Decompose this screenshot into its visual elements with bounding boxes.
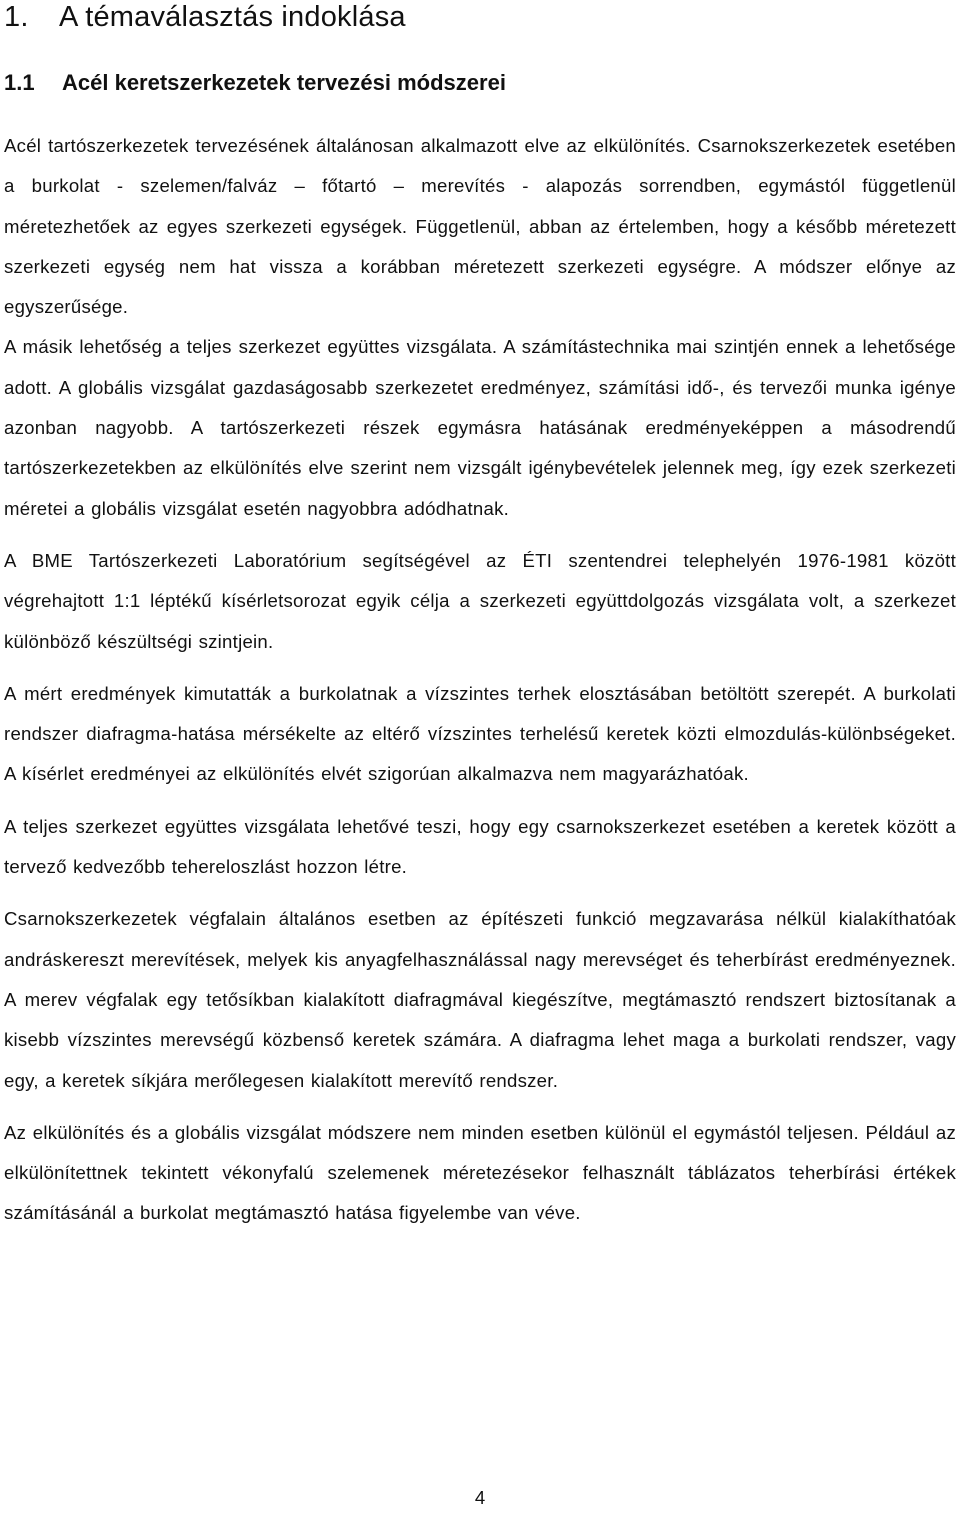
chapter-title: A témaválasztás indoklása xyxy=(59,1,406,33)
section-title: Acél keretszerkezetek tervezési módszerei xyxy=(62,70,506,95)
chapter-heading xyxy=(4,0,956,36)
page-content xyxy=(4,0,956,1246)
paragraph-kiserletsorozat: A BME Tartószerkezeti Laboratórium segítségével az ÉTI szentendrei telephelyén 1976-1981 között végrehajtott 1:1 léptékű kísérletsorozat egyik célja a szerkezeti együttdolgozás vizsgálata volt, a szerkezet különböző készültségi szintjein. xyxy=(4,549,956,652)
chapter-number: 1. xyxy=(4,1,29,33)
paragraph-mert-eredmenyek: A mért eredmények kimutatták a burkolatnak a vízszintes terhek elosztásában betöltött szerepét. A burkolati rendszer diafragma-hatása mérsékelte az eltérő vízszintes terhelésű keretek közti elmozdulás-különbségeket. A kísérlet eredményei az elkülönítés elvét szigorúan alkalmazva nem magyarázhatóak. xyxy=(4,682,956,785)
paragraph-modszerek: Az elkülönítés és a globális vizsgálat módszere nem minden esetben különül el egymástól teljesen. Például az elkülönítettnek tekintett vékonyfalú szelemenek méretezésekor felhasznált táblázatos teherbírási értékek számításánál a burkolat megtámasztó hatása figyelembe van véve. xyxy=(4,1121,956,1224)
body-text xyxy=(4,126,956,1234)
paragraph-vegfalak: Csarnokszerkezetek végfalain általános esetben az építészeti funkció megzavarása nélkül kialakíthatóak andráskereszt merevítések, melyek kis anyagfelhasználással nagy merevséget és teherbírást eredményeznek. A merev végfalak egy tetősíkban kialakított diafragmával kiegészítve, megtámasztó rendszert biztosítanak a kisebb vízszintes merevségű közbenső keretek számára. A diafragma lehet maga a burkolati rendszer, vagy egy, a keretek síkjára merőlegesen kialakított merevítő rendszer. xyxy=(4,908,956,1091)
section-heading xyxy=(4,69,956,97)
paragraph-tehereloszlas: A teljes szerkezet együttes vizsgálata lehetővé teszi, hogy egy csarnokszerkezet esetében a keretek között a tervező kedvezőbb tehereloszlást hozzon létre. xyxy=(4,815,956,878)
section-number: 1.1 xyxy=(4,70,35,95)
page-number: 4 xyxy=(474,1487,486,1508)
paragraph-globalis-vizsgalat: A másik lehetőség a teljes szerkezet együttes vizsgálata. A számítástechnika mai szintjén ennek a lehetősége adott. A globális vizsgálat gazdaságosabb szerkezetet eredményez, számítási idő-, és tervezői munka igénye azonban nagyobb. A tartószerkezeti részek egymásra hatásának eredményeképpen a másodrendű tartószerkezetekben az elkülönítés elve szerint nem vizsgált igénybevételek jelennek meg, így ezek szerkezeti méretei a globális vizsgálat esetén nagyobbra adódhatnak. xyxy=(4,336,956,519)
paragraph-elkulonites: Acél tartószerkezetek tervezésének általánosan alkalmazott elve az elkülönítés. Csarnokszerkezetek esetében a burkolat - szelemen/falváz – főtartó – merevítés - alapozás sorrendben, egymástól függetlenül méretezhetőek az egyes szerkezeti egységek. Függetlenül, abban az értelemben, hogy a később méretezett szerkezeti egység nem hat vissza a korábban méretezett szerkezeti egységre. A módszer előnye az egyszerűsége. xyxy=(4,135,956,318)
